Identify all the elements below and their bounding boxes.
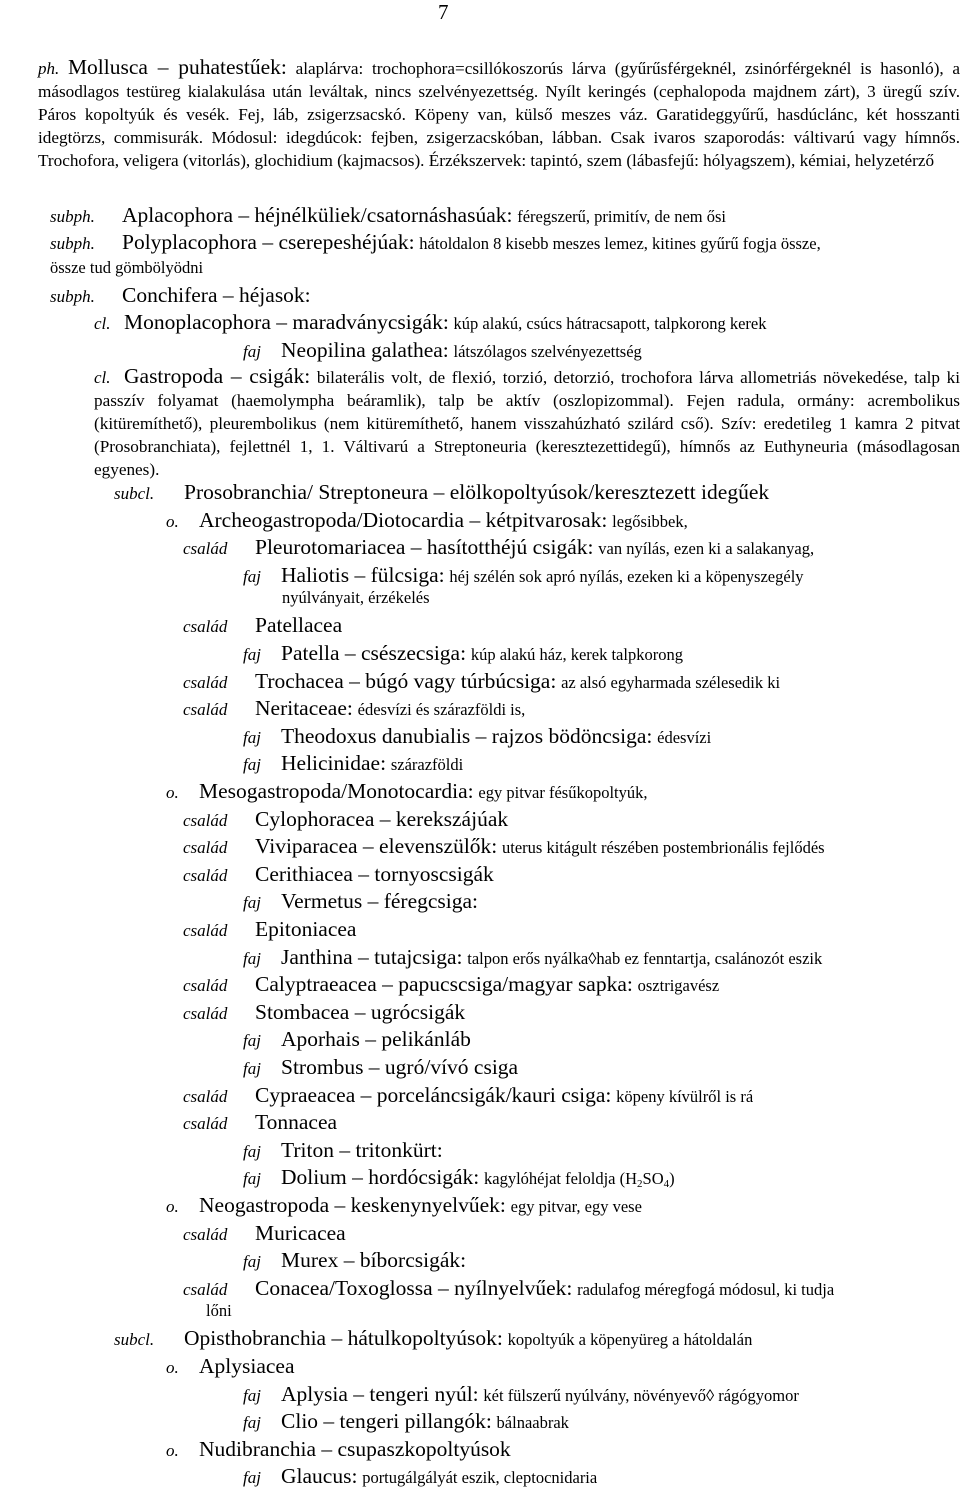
rank-label: család: [183, 1114, 228, 1133]
species-neopilina: [243, 338, 642, 364]
subscript: 2: [637, 1178, 643, 1190]
taxon-title: Theodoxus danubialis – rajzos bödöncsiga:: [281, 724, 653, 748]
rank-label: család: [183, 700, 228, 719]
rank-label: család: [183, 617, 228, 636]
page-number: 7: [438, 0, 449, 24]
taxon-entry: [183, 535, 814, 561]
taxon-title: Aporhais – pelikánláb: [281, 1027, 471, 1051]
taxon-entry: [183, 696, 525, 722]
rank-label: o.: [166, 1441, 179, 1460]
taxon-title: Pleurotomariacea – hasítotthéjú csigák:: [255, 535, 594, 559]
taxon-entry: [243, 1055, 518, 1081]
taxon-title: Mesogastropoda/Monotocardia:: [199, 779, 474, 803]
rank-label: faj: [243, 1252, 261, 1271]
taxon-description: kúp alakú, csúcs hátracsapott, talpkorong kerek: [453, 314, 767, 333]
taxon-title: Aplysia – tengeri nyúl:: [281, 1382, 479, 1406]
taxon-entry: [183, 862, 494, 888]
taxon-title: Janthina – tutajcsiga:: [281, 945, 463, 969]
taxon-description: látszólagos szelvényezettség: [453, 342, 642, 361]
taxon-description: kagylóhéjat feloldja (H: [484, 1169, 638, 1188]
rank-label: család: [183, 921, 228, 940]
taxon-title: Triton – tritonkürt:: [281, 1138, 443, 1162]
rank-label: család: [183, 1280, 228, 1299]
continuation-text: lőni: [206, 1301, 232, 1320]
rank-label: faj: [243, 1169, 261, 1188]
taxon-entry: [183, 972, 719, 998]
rank-label: subph.: [50, 207, 95, 226]
taxon-entry: [166, 508, 688, 534]
taxon-entry: [243, 1138, 443, 1164]
taxon-title: Aplysiacea: [199, 1354, 295, 1378]
rank-label: család: [183, 811, 228, 830]
taxon-entry: [183, 1276, 834, 1302]
taxon-entry: [166, 1354, 295, 1380]
rank-label: faj: [243, 1031, 261, 1050]
rank-label: subcl.: [114, 484, 155, 503]
taxon-title: Strombus – ugró/vívó csiga: [281, 1055, 519, 1079]
taxon-entry: [183, 807, 508, 833]
rank-label: subph.: [50, 234, 95, 253]
taxon-title: Gastropoda – csigák:: [124, 364, 311, 388]
taxon-description: legősibbek,: [612, 512, 688, 531]
rank-label: ph.: [38, 59, 60, 78]
taxon-entry: [243, 1409, 569, 1435]
taxon-entry: [166, 1193, 642, 1219]
taxon-entry: [166, 779, 648, 805]
rank-label: faj: [243, 893, 261, 912]
rank-label: család: [183, 1225, 228, 1244]
rank-label: faj: [243, 728, 261, 747]
rank-label: o.: [166, 512, 179, 531]
taxon-description-continued: [50, 256, 203, 280]
taxon-description: édesvízi és szárazföldi is,: [357, 700, 526, 719]
rank-label: család: [183, 838, 228, 857]
taxon-description: köpeny kívülről is rá: [616, 1087, 754, 1106]
taxon-title: Stombacea – ugrócsigák: [255, 1000, 466, 1024]
taxon-title: Nudibranchia – csupaszkopoltyúsok: [199, 1437, 511, 1461]
taxon-title: Cypraeacea – porceláncsigák/kauri csiga:: [255, 1083, 612, 1107]
taxon-title: Calyptraeacea – papucscsiga/magyar sapka:: [255, 972, 633, 996]
taxon-entry: [243, 1382, 799, 1408]
taxon-entry: [243, 724, 711, 750]
taxon-title: Helicinidae:: [281, 751, 387, 775]
taxon-entry: [183, 669, 780, 695]
rank-label: cl.: [94, 368, 111, 387]
phylum-intro: [38, 56, 960, 172]
continuation-text: nyúlványait, érzékelés: [282, 588, 430, 607]
taxon-title: Dolium – hordócsigák:: [281, 1165, 480, 1189]
taxon-title: Glaucus:: [281, 1464, 358, 1488]
rank-label: család: [183, 1087, 228, 1106]
taxon-description: portugálgályát eszik, cleptocnidaria: [362, 1468, 598, 1487]
rank-label: faj: [243, 567, 261, 586]
taxon-title: Murex – bíborcsigák:: [281, 1248, 467, 1272]
taxon-title: Viviparacea – elevenszülők:: [255, 834, 498, 858]
taxon-title: Muricacea: [255, 1221, 346, 1245]
rank-label: o.: [166, 783, 179, 802]
taxon-entry: [114, 480, 769, 506]
taxon-entry: [183, 1221, 346, 1247]
taxon-description: bilaterális volt, de flexió, torzió, detorzió, trochofora lárva allometriás növekedése, talp ki passzív folyamat (haemolympha beáramlik), talp be aktív (oszlopizommal). Fejen radula, ormány: acrembolikus (kitüremíthető), pleurembolikus (nem kitüremíthető, hanem visszahúzható szilárd cső). Szív: eredetileg 1 kamra 2 pitvat (Prosobranchiata), fejlettnél 1, 1. Váltivarú a Streptoneuria (keresztezettidegű), hímnős az Euthyneuria (másodlagosan egyenes).: [94, 368, 960, 479]
taxon-description: szárazföldi: [390, 755, 464, 774]
taxon-entry: [243, 945, 822, 971]
taxon-entry: [114, 1326, 752, 1352]
taxon-title: Trochacea – búgó vagy túrbúcsiga:: [255, 669, 557, 693]
rank-label: faj: [243, 1142, 261, 1161]
taxon-title: Neritaceae:: [255, 696, 353, 720]
rank-label: család: [183, 976, 228, 995]
rank-label: faj: [243, 1386, 261, 1405]
subscript: 4: [663, 1178, 670, 1190]
subphylum-polyplacophora: [50, 230, 821, 256]
taxon-title: Epitoniacea: [255, 917, 357, 941]
class-gastropoda: [94, 365, 960, 481]
taxon-description: héj szélén sok apró nyílás, ezeken ki a köpenyszegély: [449, 567, 804, 586]
taxon-description: radulafog méregfogá módosul, ki tudja: [577, 1280, 835, 1299]
taxon-title: Clio – tengeri pillangók:: [281, 1409, 492, 1433]
taxon-title: Polyplacophora – cserepeshéjúak:: [122, 230, 415, 254]
taxon-description: van nyílás, ezen ki a salakanyag,: [598, 539, 815, 558]
taxon-title: Cylophoracea – kerekszájúak: [255, 807, 509, 831]
taxon-description: két fülszerű nyúlvány, növényevő◊ rágógyomor: [483, 1386, 799, 1405]
rank-label: cl.: [94, 314, 111, 333]
taxon-title: Monoplacophora – maradványcsigák:: [124, 310, 449, 334]
taxon-title: Tonnacea: [255, 1110, 338, 1134]
rank-label: faj: [243, 1059, 261, 1078]
taxon-title: Patella – csészecsiga:: [281, 641, 467, 665]
rank-label: faj: [243, 645, 261, 664]
taxon-title: Conacea/Toxoglossa – nyílnyelvűek:: [255, 1276, 573, 1300]
class-monoplacophora: [94, 310, 766, 336]
rank-label: család: [183, 866, 228, 885]
taxon-description: egy pitvar fésűkopoltyúk,: [478, 783, 648, 802]
taxon-entry: [243, 751, 463, 777]
phylum-description: alaplárva: trochophora=csillókoszorús lárva (gyűrűsférgeknél, zsinórférgeknél is hasonló), a másodlagos testüreg kialakulása után leváltak, nincs szelvényezettség. Nyílt keringés (cephalopoda majdnem zárt), 3 üregű szív. Páros kopoltyúk és vesék. Fej, láb, zsigerzsacskó. Köpeny van, külső meszes váz. Garatideggyűrű, hasdúclánc, két hosszanti idegtörzs, commisurák. Módosul: idegdúcok: fejben, zsigerzacskóban, lábban. Csak ivaros szaporodás: váltivarú vagy hímnős. Trochofora, veligera (vitorlás), glochidium (kajmacsos). Érzékszervek: tapintó, szem (lábasfejű: hólyagszem), kémiai, helyzetérző: [38, 59, 960, 170]
taxon-title: Patellacea: [255, 613, 343, 637]
rank-label: család: [183, 539, 228, 558]
rank-label: faj: [243, 755, 261, 774]
taxon-title: Opisthobranchia – hátulkopoltyúsok:: [184, 1326, 503, 1350]
taxon-entry: [243, 889, 478, 915]
taxon-description: kopoltyúk a köpenyüreg a hátoldalán: [507, 1330, 753, 1349]
taxon-entry: [183, 1110, 337, 1136]
continuation-text: össze tud gömbölyödni: [50, 258, 204, 277]
taxon-title: Prosobranchia/ Streptoneura – elölkopoltyúsok/keresztezett idegűek: [184, 480, 770, 504]
taxon-description: egy pitvar, egy vese: [510, 1197, 642, 1216]
taxon-description: kúp alakú ház, kerek talpkorong: [470, 645, 683, 664]
taxon-entry: [243, 641, 683, 667]
rank-label: faj: [243, 342, 261, 361]
taxon-title: Neogastropoda – keskenynyelvűek:: [199, 1193, 506, 1217]
rank-label: család: [183, 673, 228, 692]
taxon-entry: [243, 1165, 675, 1191]
rank-label: subph.: [50, 287, 95, 306]
taxon-description: talpon erős nyálka◊hab ez fenntartja, csalánozót eszik: [467, 949, 823, 968]
taxon-description: az alsó egyharmada szélesedik ki: [561, 673, 781, 692]
taxon-description: féregszerű, primitív, de nem ősi: [517, 207, 726, 226]
taxon-title: Cerithiacea – tornyoscsigák: [255, 862, 494, 886]
rank-label: subcl.: [114, 1330, 155, 1349]
subphylum-conchifera: [50, 283, 311, 309]
taxon-entry: [166, 1437, 511, 1463]
taxon-entry: [183, 613, 342, 639]
taxon-description: uterus kitágult részében postembrionális fejlődés: [502, 838, 825, 857]
taxon-entry: [183, 1000, 465, 1026]
rank-label: faj: [243, 949, 261, 968]
taxon-description: bálnaabrak: [496, 1413, 569, 1432]
taxon-description: édesvízi: [657, 728, 712, 747]
formula-part: SO: [642, 1169, 664, 1188]
phylum-title: Mollusca – puhatestűek:: [67, 55, 287, 79]
taxon-description: hátoldalon 8 kisebb meszes lemez, kitines gyűrű fogja össze,: [419, 234, 821, 253]
rank-label: o.: [166, 1197, 179, 1216]
taxon-entry: [243, 1027, 471, 1053]
taxon-entry: [183, 1083, 753, 1109]
taxon-title: Aplacophora – héjnélküliek/csatornáshasúak:: [122, 203, 513, 227]
rank-label: család: [183, 1004, 228, 1023]
taxon-title: Vermetus – féregcsiga:: [281, 889, 479, 913]
taxon-entry: [243, 1248, 466, 1274]
taxon-entry: [183, 834, 825, 860]
taxon-entry: [183, 917, 356, 943]
taxon-entry: [243, 1464, 597, 1490]
taxon-title: Haliotis – fülcsiga:: [281, 563, 445, 587]
taxon-title: Conchifera – héjasok:: [122, 283, 311, 307]
formula-part: ): [669, 1169, 675, 1188]
taxon-description: osztrigavész: [637, 976, 720, 995]
taxon-title: Neopilina galathea:: [281, 338, 449, 362]
rank-label: o.: [166, 1358, 179, 1377]
subphylum-aplacophora: [50, 203, 726, 229]
taxon-title: Archeogastropoda/Diotocardia – kétpitvarosak:: [199, 508, 608, 532]
rank-label: faj: [243, 1468, 261, 1487]
rank-label: faj: [243, 1413, 261, 1432]
